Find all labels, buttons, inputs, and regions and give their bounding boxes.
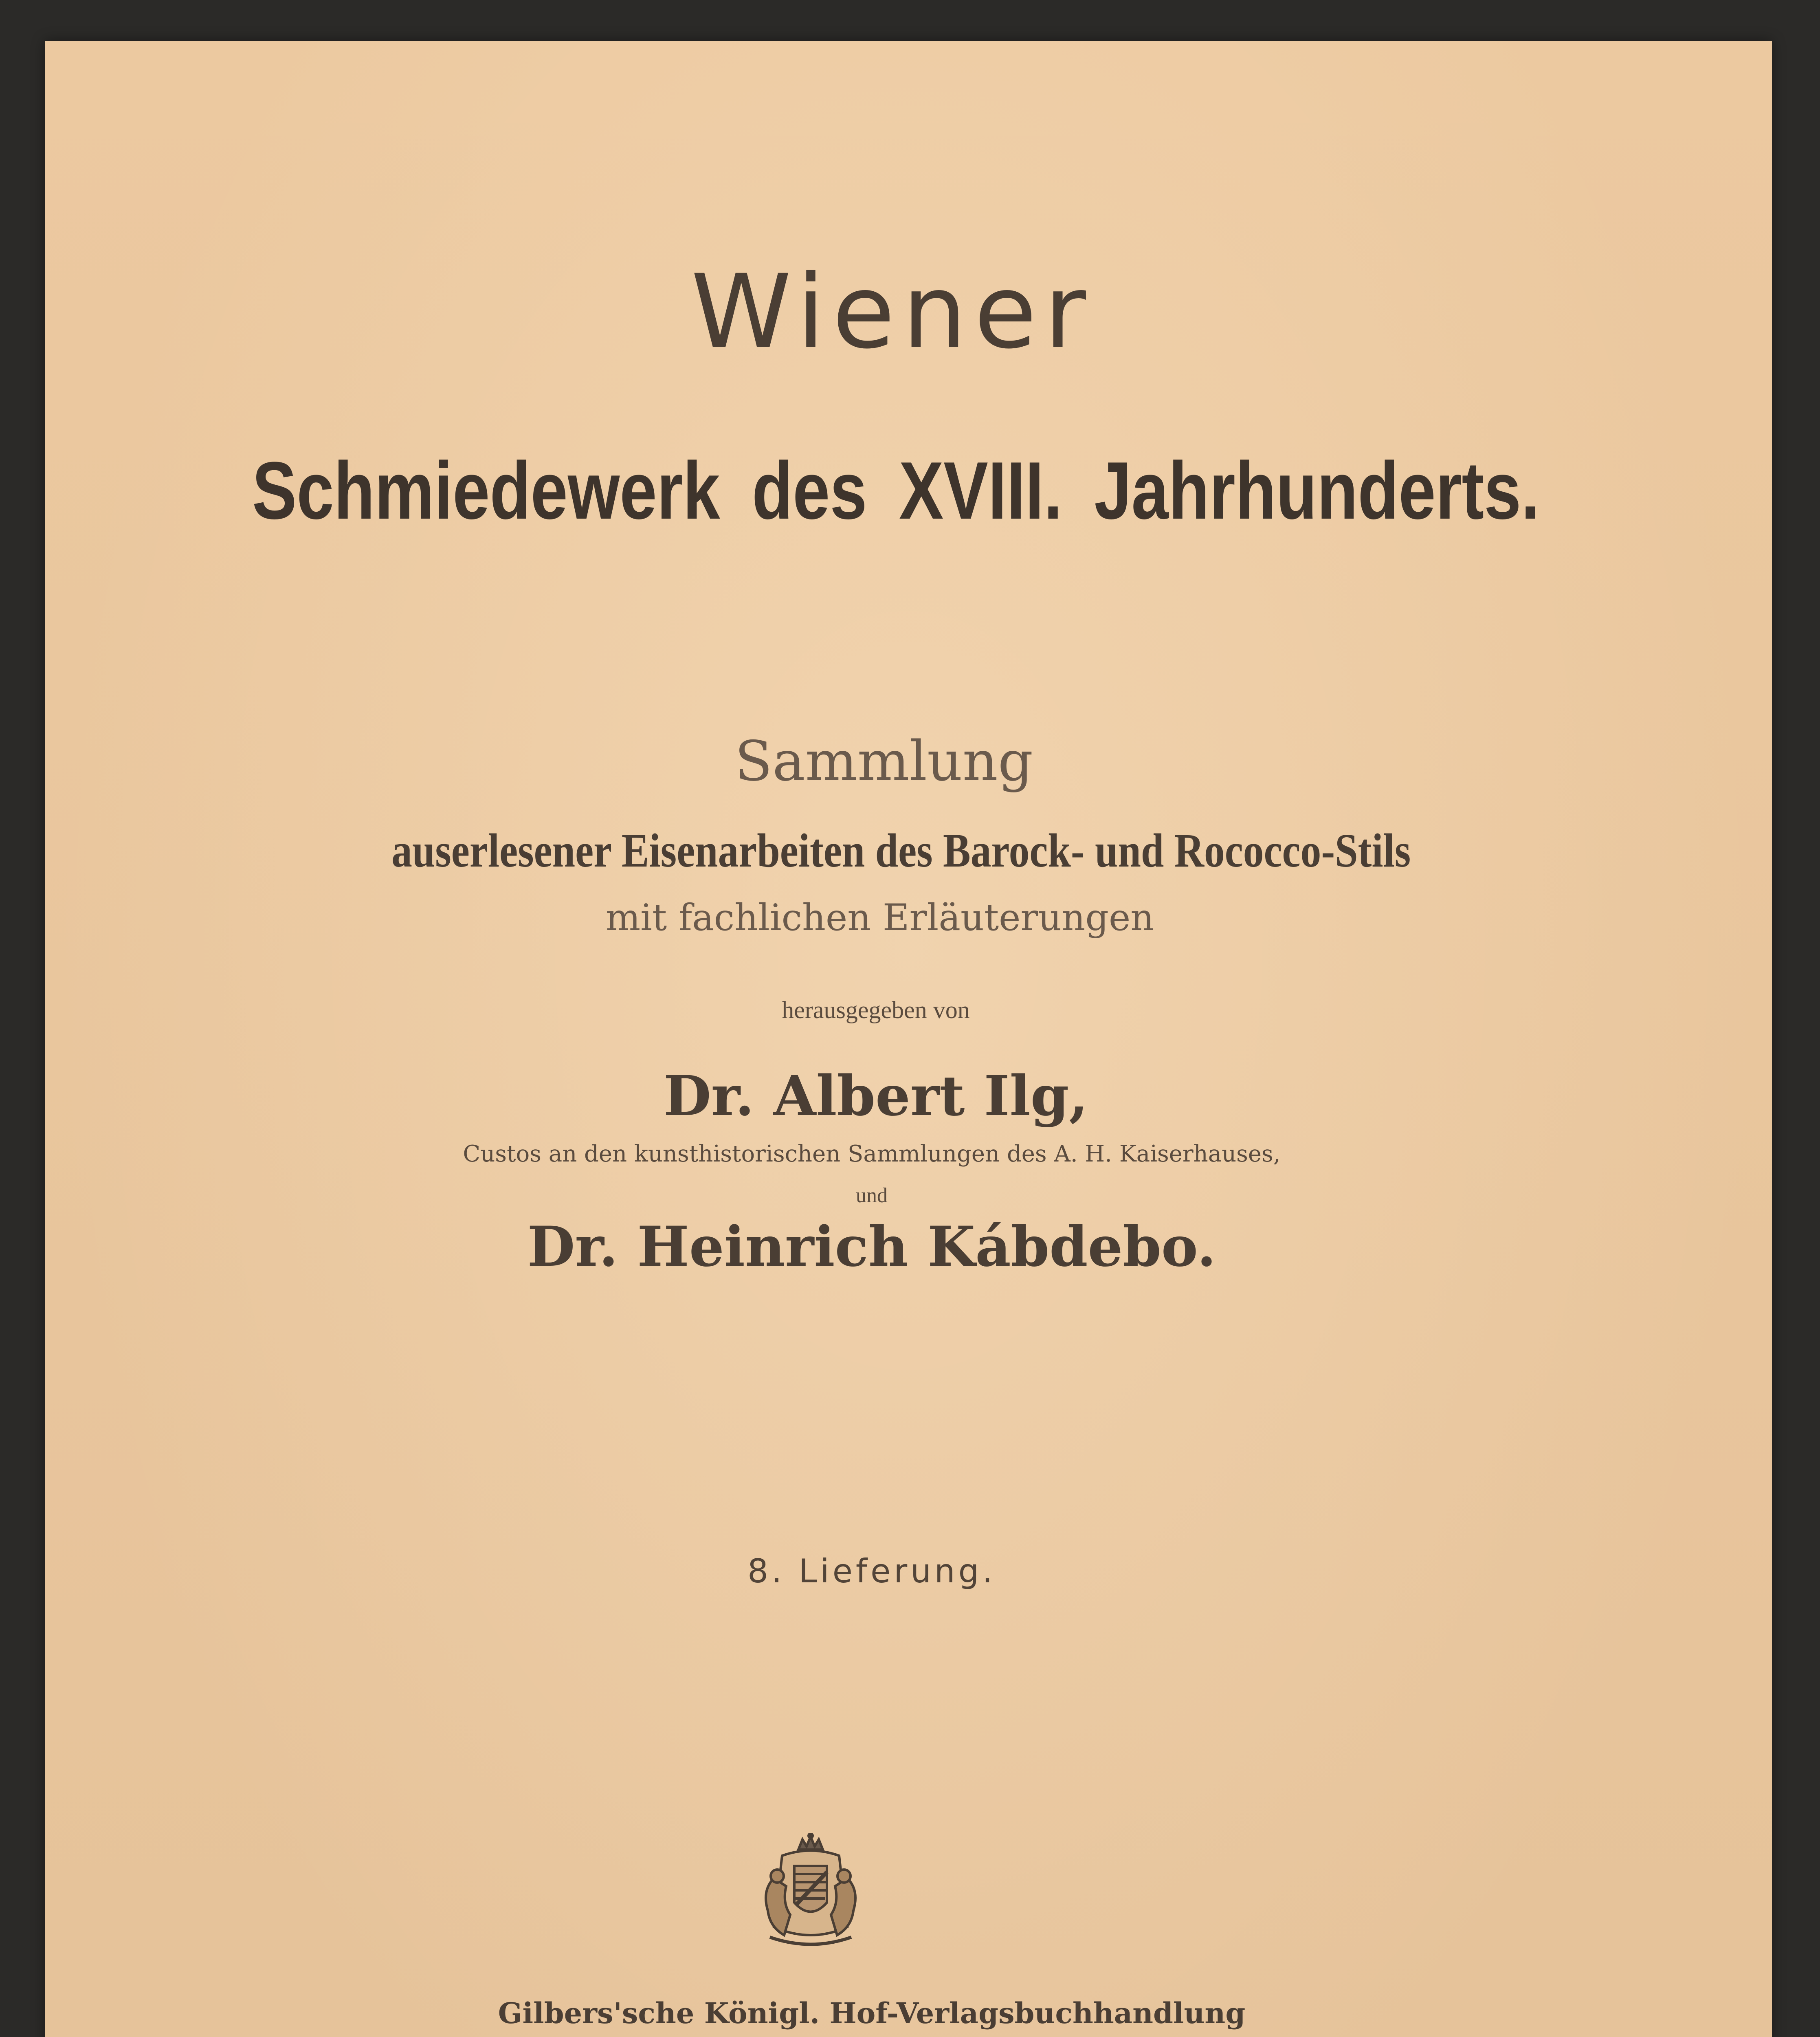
title-line-wiener: Wiener [690, 253, 1093, 371]
subtitle-description: auserlesener Eisenarbeiten des Barock- und Rococco-Stils [391, 824, 1411, 877]
title-page [45, 41, 1772, 2037]
subtitle-sammlung: Sammlung [734, 729, 1033, 793]
editors-intro: herausgegeben von [782, 997, 970, 1023]
title-line-schmiedewerk: Schmiedewerk des XVIII. Jahrhunderts. [252, 445, 1540, 536]
royal-coat-of-arms-icon [745, 1833, 876, 1956]
publisher-name: Gilbers'sche Königl. Hof-Verlagsbuchhandlung [498, 1996, 1246, 2030]
issue-label: 8. Lieferung. [747, 1552, 996, 1590]
editors-conjunction: und [856, 1184, 888, 1207]
editor-name-kabdebo: Dr. Heinrich Kábdebo. [527, 1214, 1216, 1279]
editor-name-ilg: Dr. Albert Ilg, [663, 1063, 1088, 1128]
editor-role-ilg: Custos an den kunsthistorischen Sammlungen des A. H. Kaiserhauses, [463, 1141, 1281, 1167]
subtitle-explanations: mit fachlichen Erläuterungen [605, 896, 1154, 939]
